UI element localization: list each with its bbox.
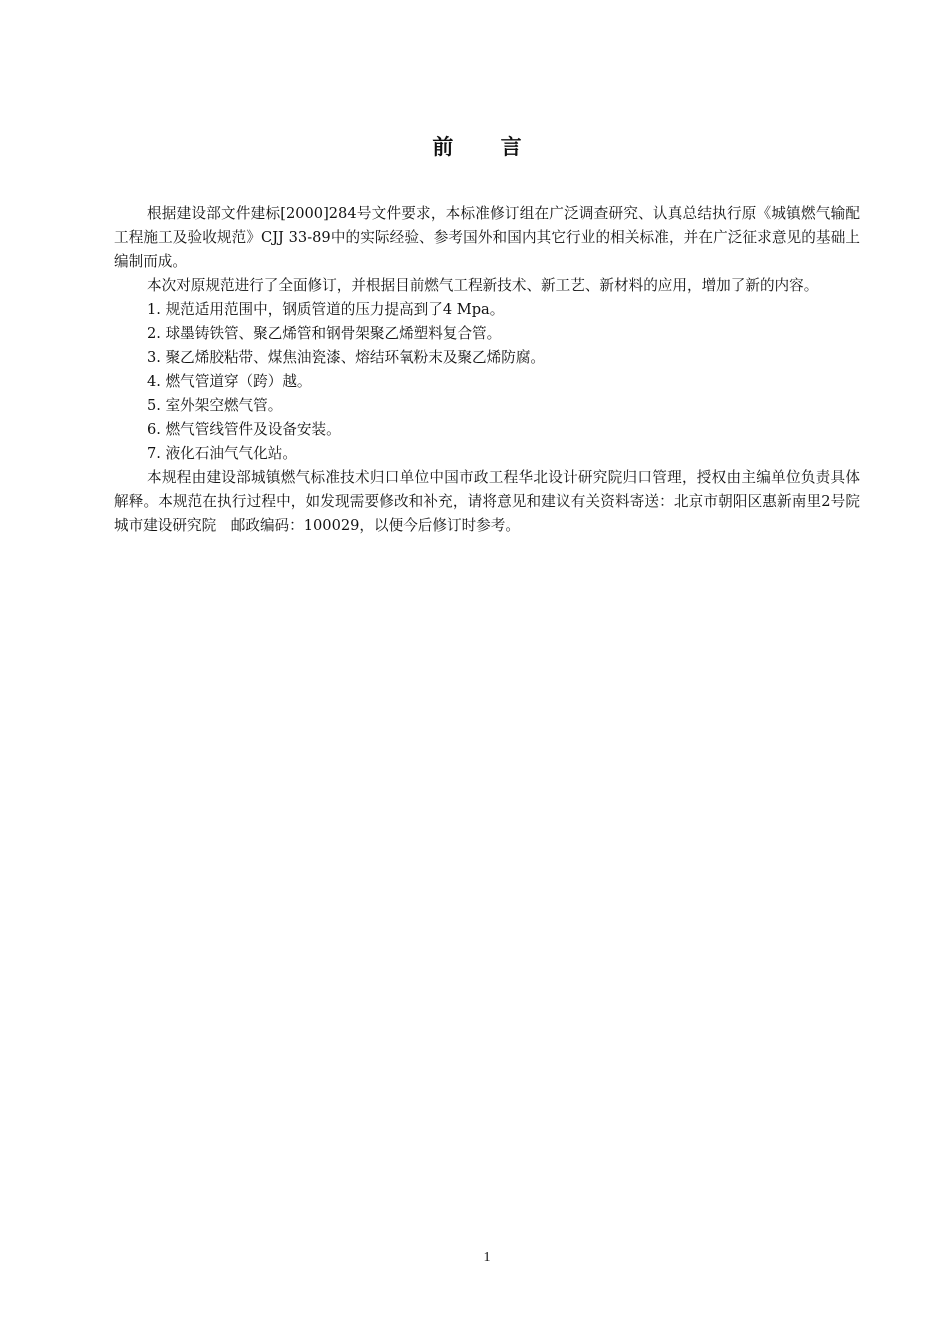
list-item: 5. 室外架空燃气管。 — [147, 397, 283, 414]
page-title: 前 言 — [432, 134, 542, 159]
list-item: 6. 燃气管线管件及设备安装。 — [147, 421, 341, 438]
closing-paragraph: 本规程由建设部城镇燃气标准技术归口单位中国市政工程华北设计研究院归口管理，授权由主编单位负责具体解释。本规范在执行过程中，如发现需要修改和补充，请将意见和建议有关资料寄送：北京市朝阳区惠新南里2号院 城市建设研究院 邮政编码：100029，以便今后修订时参考。 — [114, 469, 875, 534]
intro-paragraph-1: 根据建设部文件建标[2000]284号文件要求，本标准修订组在广泛调查研究、认真总结执行原《城镇燃气输配工程施工及验收规范》CJJ 33-89中的实际经验、参考国外和国内其它行业的相关标准，并在广泛征求意见的基础上编制而成。 — [114, 205, 860, 270]
list-item: 7. 液化石油气气化站。 — [147, 445, 297, 462]
page-number: 1 — [483, 1250, 491, 1265]
list-item: 1. 规范适用范围中，钢质管道的压力提高到了4 Mpa。 — [147, 301, 505, 318]
intro-paragraph-2: 本次对原规范进行了全面修订，并根据目前燃气工程新技术、新工艺、新材料的应用，增加了新的内容。 — [147, 277, 819, 294]
document-body — [114, 202, 875, 538]
list-item: 4. 燃气管道穿（跨）越。 — [147, 373, 312, 390]
list-item: 3. 聚乙烯胶粘带、煤焦油瓷漆、熔结环氧粉末及聚乙烯防腐。 — [147, 349, 546, 366]
list-item: 2. 球墨铸铁管、聚乙烯管和钢骨架聚乙烯塑料复合管。 — [147, 325, 502, 342]
